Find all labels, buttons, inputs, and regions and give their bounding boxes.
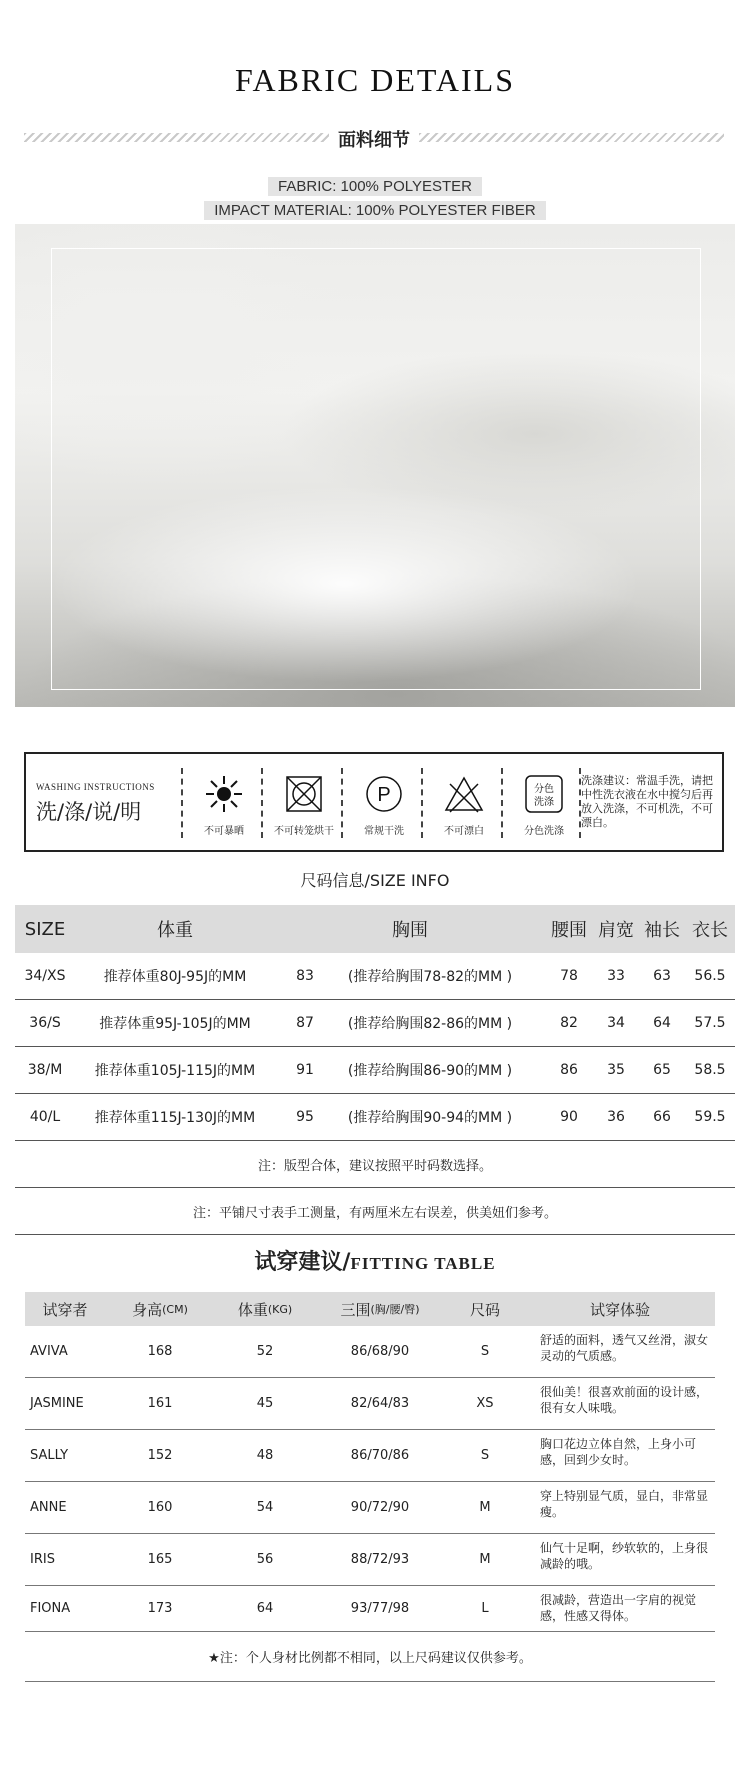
cell-size: M bbox=[479, 1552, 491, 1567]
cell-size: 38/M bbox=[27, 1062, 63, 1078]
cell-size: S bbox=[480, 1448, 490, 1463]
cell-weight: 推荐体重95J-105J的MM bbox=[99, 1016, 251, 1032]
header-weight bbox=[215, 1292, 315, 1326]
cell-measure: 86/70/86 bbox=[350, 1448, 410, 1463]
cell-weight: 64 bbox=[256, 1601, 274, 1616]
dashed-separator bbox=[261, 768, 263, 838]
cell-size: 34/XS bbox=[24, 968, 66, 984]
cell-size: 40/L bbox=[29, 1109, 61, 1125]
cell-comment: 穿上特别显气质，显白，非常显瘦。 bbox=[540, 1489, 709, 1519]
cell-height: 161 bbox=[147, 1396, 173, 1411]
fitting-row bbox=[25, 1586, 715, 1632]
cell-measure: 93/77/98 bbox=[350, 1601, 410, 1616]
header-waist: 腰围 bbox=[551, 920, 587, 941]
cell-size: L bbox=[481, 1601, 489, 1616]
cell-measure: 82/64/83 bbox=[350, 1396, 410, 1411]
dashed-separator bbox=[501, 768, 503, 838]
header-height-unit: (CM) bbox=[162, 1302, 188, 1316]
header-chest: 胸围 bbox=[392, 920, 428, 941]
dashed-separator bbox=[341, 768, 343, 838]
cell-tester: AVIVA bbox=[30, 1344, 68, 1359]
cell-weight: 52 bbox=[256, 1344, 274, 1359]
header-length: 衣长 bbox=[692, 920, 728, 941]
hatch-divider-left bbox=[24, 133, 329, 142]
washing-heading-en: WASHING INSTRUCTIONS bbox=[36, 782, 155, 792]
header-weight: 体重 bbox=[157, 920, 193, 941]
cell-chest-note: (推荐给胸围86-90的MM ) bbox=[347, 1063, 513, 1079]
cell-height: 160 bbox=[147, 1500, 173, 1515]
cell-comment: 舒适的面料，透气又丝滑，淑女灵动的气质感。 bbox=[540, 1333, 709, 1363]
cell-tester: IRIS bbox=[30, 1552, 55, 1567]
cell-comment: 很减龄，营造出一字肩的视觉感，性感又得体。 bbox=[540, 1593, 697, 1623]
header-tester: 试穿者 bbox=[42, 1300, 88, 1319]
sun-icon bbox=[202, 772, 246, 816]
hatch-divider-right bbox=[419, 133, 724, 142]
cell-chest: 87 bbox=[296, 1015, 314, 1031]
fitting-table-header bbox=[25, 1292, 715, 1326]
cell-tester: JASMINE bbox=[30, 1396, 84, 1411]
dry-clean-p-icon bbox=[362, 772, 406, 816]
cell-length: 58.5 bbox=[694, 1062, 726, 1078]
cell-tester: ANNE bbox=[30, 1500, 67, 1515]
cell-sleeve: 66 bbox=[653, 1109, 671, 1125]
size-table-header bbox=[15, 905, 735, 953]
washing-heading-cn: 洗/涤/说/明 bbox=[36, 800, 142, 824]
cell-waist: 86 bbox=[560, 1062, 578, 1078]
cell-chest-note: (推荐给胸围90-94的MM ) bbox=[347, 1110, 513, 1126]
fabric-photo bbox=[15, 224, 735, 707]
subtitle-row bbox=[24, 126, 724, 150]
fitting-title-cn: 试穿建议/ bbox=[254, 1250, 351, 1275]
cell-sleeve: 65 bbox=[653, 1062, 671, 1078]
wash-label: 不可漂白 bbox=[444, 826, 484, 837]
cell-weight: 推荐体重115J-130J的MM bbox=[94, 1110, 256, 1126]
header-measure bbox=[315, 1292, 445, 1326]
separate-wash-symbol-1: 分色 bbox=[534, 784, 554, 795]
separate-wash-icon bbox=[522, 772, 566, 816]
cell-weight: 48 bbox=[256, 1448, 274, 1463]
header-measure-unit: (胸/腰/臀) bbox=[370, 1303, 420, 1316]
dry-clean-symbol: P bbox=[377, 784, 391, 806]
no-bleach-icon bbox=[442, 772, 486, 816]
cell-size: M bbox=[479, 1500, 491, 1515]
cell-chest: 83 bbox=[296, 968, 314, 984]
header-height-label: 身高 bbox=[132, 1300, 163, 1319]
header-measure-label: 三围 bbox=[340, 1300, 371, 1319]
cell-weight: 推荐体重105J-115J的MM bbox=[94, 1063, 256, 1079]
size-info-title: 尺码信息/SIZE INFO bbox=[300, 871, 450, 890]
page-title: FABRIC DETAILS bbox=[235, 62, 515, 98]
header-weight-label: 体重 bbox=[237, 1300, 268, 1319]
cell-waist: 78 bbox=[560, 968, 578, 984]
cell-length: 59.5 bbox=[694, 1109, 726, 1125]
cell-comment: 仙气十足啊，纱软软的，上身很减龄的哦。 bbox=[540, 1541, 709, 1571]
cell-size: 36/S bbox=[29, 1015, 61, 1031]
cell-weight: 推荐体重80J-95J的MM bbox=[103, 969, 247, 985]
header-size: 尺码 bbox=[469, 1300, 500, 1319]
fitting-title-en: FITTING TABLE bbox=[350, 1254, 496, 1273]
wash-item-dry-clean bbox=[349, 766, 419, 837]
fitting-title bbox=[0, 1245, 750, 1276]
impact-material bbox=[0, 200, 750, 220]
cell-weight: 56 bbox=[256, 1552, 274, 1567]
cell-size: S bbox=[480, 1344, 490, 1359]
fitting-final-note: ★注：个人身材比例都不相同，以上尺码建议仅供参考。 bbox=[25, 1632, 715, 1682]
cell-weight: 54 bbox=[256, 1500, 274, 1515]
fabric-composition bbox=[0, 176, 750, 196]
photo-frame bbox=[51, 248, 701, 690]
cell-chest-note: (推荐给胸围78-82的MM ) bbox=[347, 969, 513, 985]
table-row bbox=[15, 1047, 735, 1094]
cell-shoulder: 34 bbox=[607, 1015, 625, 1031]
table-row bbox=[15, 953, 735, 1000]
cell-tester: FIONA bbox=[30, 1601, 71, 1616]
cell-measure: 86/68/90 bbox=[350, 1344, 410, 1359]
cell-measure: 90/72/90 bbox=[350, 1500, 410, 1515]
cell-comment: 胸口花边立体自然，上身小可感，回到少女时。 bbox=[540, 1437, 697, 1467]
cell-shoulder: 33 bbox=[607, 968, 625, 984]
wash-label: 不可转笼烘干 bbox=[274, 826, 334, 837]
cell-chest: 95 bbox=[296, 1109, 314, 1125]
cell-weight: 45 bbox=[256, 1396, 274, 1411]
dashed-separator bbox=[181, 768, 183, 838]
size-note-measure: 注：平铺尺寸表手工测量，有两厘米左右误差，供美妞们参考。 bbox=[15, 1188, 735, 1235]
cell-waist: 82 bbox=[560, 1015, 578, 1031]
header-weight-unit: (KG) bbox=[267, 1302, 293, 1316]
cell-size: XS bbox=[476, 1396, 494, 1411]
washing-instructions bbox=[24, 752, 724, 852]
wash-item-no-tumble bbox=[269, 766, 339, 837]
cell-chest: 91 bbox=[296, 1062, 314, 1078]
fitting-row bbox=[25, 1326, 715, 1378]
size-note-fit: 注：版型合体，建议按照平时码数选择。 bbox=[15, 1141, 735, 1188]
fitting-row bbox=[25, 1482, 715, 1534]
header-shoulder: 肩宽 bbox=[598, 920, 634, 941]
cell-height: 168 bbox=[147, 1344, 173, 1359]
cell-shoulder: 36 bbox=[607, 1109, 625, 1125]
header-experience: 试穿体验 bbox=[589, 1300, 650, 1319]
dashed-separator bbox=[421, 768, 423, 838]
separate-wash-symbol-2: 洗涤 bbox=[534, 797, 554, 808]
fitting-row bbox=[25, 1534, 715, 1586]
cell-waist: 90 bbox=[560, 1109, 578, 1125]
fabric-composition-text: FABRIC: 100% POLYESTER bbox=[268, 177, 482, 196]
cell-height: 173 bbox=[147, 1601, 173, 1616]
washing-advice: 洗涤建议：常温手洗，请把中性洗衣液在水中搅匀后再放入洗涤，不可机洗，不可漂白。 bbox=[581, 774, 713, 829]
impact-material-text: IMPACT MATERIAL: 100% POLYESTER FIBER bbox=[204, 201, 545, 220]
cell-height: 152 bbox=[147, 1448, 173, 1463]
no-tumble-dry-icon bbox=[282, 772, 326, 816]
section-subtitle: 面料细节 bbox=[338, 130, 410, 151]
cell-length: 56.5 bbox=[694, 968, 726, 984]
wash-label: 不可暴晒 bbox=[204, 826, 244, 837]
cell-height: 165 bbox=[147, 1552, 173, 1567]
cell-comment: 很仙美！很喜欢前面的设计感，很有女人味哦。 bbox=[540, 1385, 709, 1415]
wash-label: 常规干洗 bbox=[364, 826, 404, 837]
wash-item-no-bleach bbox=[429, 766, 499, 837]
cell-chest-note: (推荐给胸围82-86的MM ) bbox=[347, 1016, 513, 1032]
cell-sleeve: 63 bbox=[653, 968, 671, 984]
wash-item-no-sun bbox=[189, 766, 259, 837]
fitting-row bbox=[25, 1430, 715, 1482]
cell-tester: SALLY bbox=[30, 1448, 69, 1463]
cell-sleeve: 64 bbox=[653, 1015, 671, 1031]
table-row bbox=[15, 1094, 735, 1141]
header-sleeve: 袖长 bbox=[644, 920, 680, 941]
fitting-row bbox=[25, 1378, 715, 1430]
header-size: SIZE bbox=[24, 918, 66, 940]
wash-label: 分色洗涤 bbox=[524, 826, 564, 837]
cell-length: 57.5 bbox=[694, 1015, 726, 1031]
header-height bbox=[105, 1292, 215, 1326]
table-row bbox=[15, 1000, 735, 1047]
wash-item-separate bbox=[509, 766, 579, 837]
cell-shoulder: 35 bbox=[607, 1062, 625, 1078]
cell-measure: 88/72/93 bbox=[350, 1552, 410, 1567]
